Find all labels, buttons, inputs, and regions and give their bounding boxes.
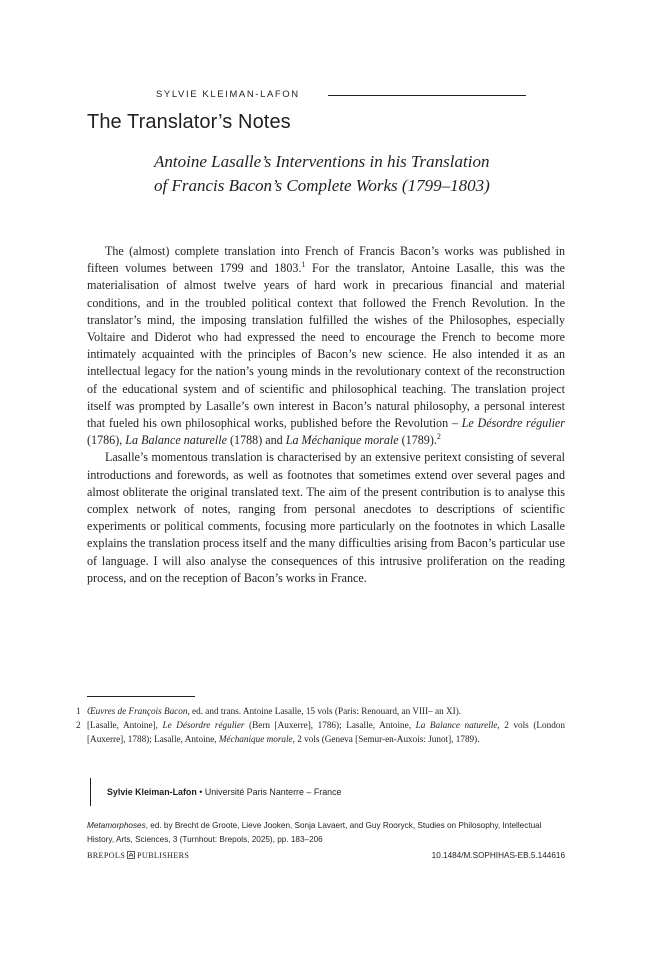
affiliation-institution: Université Paris Nanterre – France: [204, 787, 342, 797]
chapter-title: The Translator’s Notes: [87, 111, 291, 133]
work-title-desordre: Le Désordre régulier: [461, 416, 566, 431]
subtitle-line-2: of Francis Bacon’s Complete Works (1799–1803): [154, 176, 490, 195]
affiliation-author-name: Sylvie Kleiman-Lafon: [107, 787, 197, 797]
footnote-2-work-mechanique: Méchanique morale: [218, 734, 293, 744]
paragraph-1-year-3: (1789).: [398, 433, 437, 448]
footnote-1-work-title: Œuvres de François Bacon: [87, 706, 188, 716]
work-title-mechanique: La Méchanique morale: [285, 433, 399, 448]
footnote-1-rest: , ed. and trans. Antoine Lasalle, 15 vols (Paris: Renouard, an VIII– an XI).: [187, 706, 462, 716]
publisher-line: [87, 851, 565, 860]
paragraph-1-year-1: (1786),: [87, 433, 126, 448]
footnote-text: [87, 718, 565, 746]
footnote-separator: [87, 696, 195, 697]
footnote-number: 2: [76, 720, 81, 730]
publisher-name-right: PUBLISHERS: [137, 851, 190, 860]
footnote-2-work-desordre: Le Désordre régulier: [162, 720, 245, 730]
subtitle-line-1: Antoine Lasalle’s Interventions in his Translation: [154, 152, 490, 171]
paragraph-1: [87, 243, 565, 449]
citation-book-title: Metamorphoses: [87, 821, 146, 830]
footnote-2-part-g: , 2 vols (Geneva [Semur-en-Auxois: Junot], 1789).: [292, 734, 480, 744]
paragraph-1-text-a: The (almost) complete translation into French of Francis Bacon’s works was published in fifteen volumes between 1799 and 1803.: [87, 244, 565, 276]
footnote-2: [76, 718, 565, 746]
affiliation-separator: •: [196, 787, 205, 797]
running-head-author: SYLVIE KLEIMAN-LAFON: [156, 88, 300, 100]
running-head-rule: [328, 95, 526, 96]
chapter-subtitle: [154, 150, 490, 198]
body-text: [87, 243, 565, 587]
footnote-ref-2: 2: [436, 432, 441, 442]
doi-link[interactable]: 10.1484/M.SOPHIHAS-EB.5.144616: [431, 851, 565, 860]
footnote-2-part-e: , 2 vols (London [Auxerre], 1788); Lasalle, Antoine,: [87, 720, 565, 744]
book-citation: [87, 819, 565, 847]
footnote-2-part-a: [Lasalle, Antoine],: [87, 720, 163, 730]
footnote-2-part-c: (Bern [Auxerre], 1786); Lasalle, Antoine,: [244, 720, 416, 730]
lion-logo-icon: [127, 851, 135, 859]
citation-details: , ed. by Brecht de Groote, Lieve Jooken, Sonja Lavaert, and Guy Rooryck, Studies on Philosophy, Intellectual History, Arts, Sciences, 3 (Turnhout: Brepols, 2025), pp. 183–206: [87, 821, 542, 844]
running-head: [156, 86, 526, 102]
footnote-ref-1: 1: [301, 260, 306, 270]
paragraph-2: Lasalle’s momentous translation is characterised by an extensive peritext consisting of several introductions and forewords, as well as footnotes that sometimes extend over several pages and almost obliterate the original translated text. The aim of the present contribution is to analyse this complex network of notes, ranging from personal anecdotes to descriptions of scientific experiments or political comments, focusing more particularly on the footnotes in which Lasalle explains the translation process itself and the many difficulties arising from Bacon’s particular use of language. I will also analyse the consequences of this intrusive proliferation on the reading process, and on the reception of Bacon’s works in France.: [87, 450, 565, 585]
publisher-imprint: [87, 851, 189, 860]
work-title-balance: La Balance naturelle: [125, 433, 227, 448]
footnote-text: [87, 704, 565, 718]
paragraph-1-year-2: (1788) and: [226, 433, 286, 448]
author-affiliation: [90, 778, 341, 806]
footnotes: [76, 704, 565, 746]
footnote-number: 1: [76, 706, 81, 716]
publisher-name-left: BREPOLS: [87, 851, 126, 860]
footnote-2-work-balance: La Balance naturelle: [415, 720, 498, 730]
footnote-1: [76, 704, 565, 718]
paragraph-1-text-b: For the translator, Antoine Lasalle, this was the materialisation of almost twelve years of hard work in precarious financial and material conditions, and in the troubled political context that followed the French Revolution. In the translator’s mind, the imposing translation fulfilled the wishes of the Philosophes, especially Voltaire and Diderot who had expressed the need to encourage the French to become more intimately acquainted with the principles of Bacon’s new science. He also intended it as an intellectual legacy for the nation’s young minds in the revolutionary context of the reconstruction of the educational system and of scientific and philosophical teaching. The translation project itself was prompted by Lasalle’s own interest in Bacon’s natural philosophy, a personal interest that fueled his own philosophical works, published before the Revolution –: [87, 261, 566, 431]
